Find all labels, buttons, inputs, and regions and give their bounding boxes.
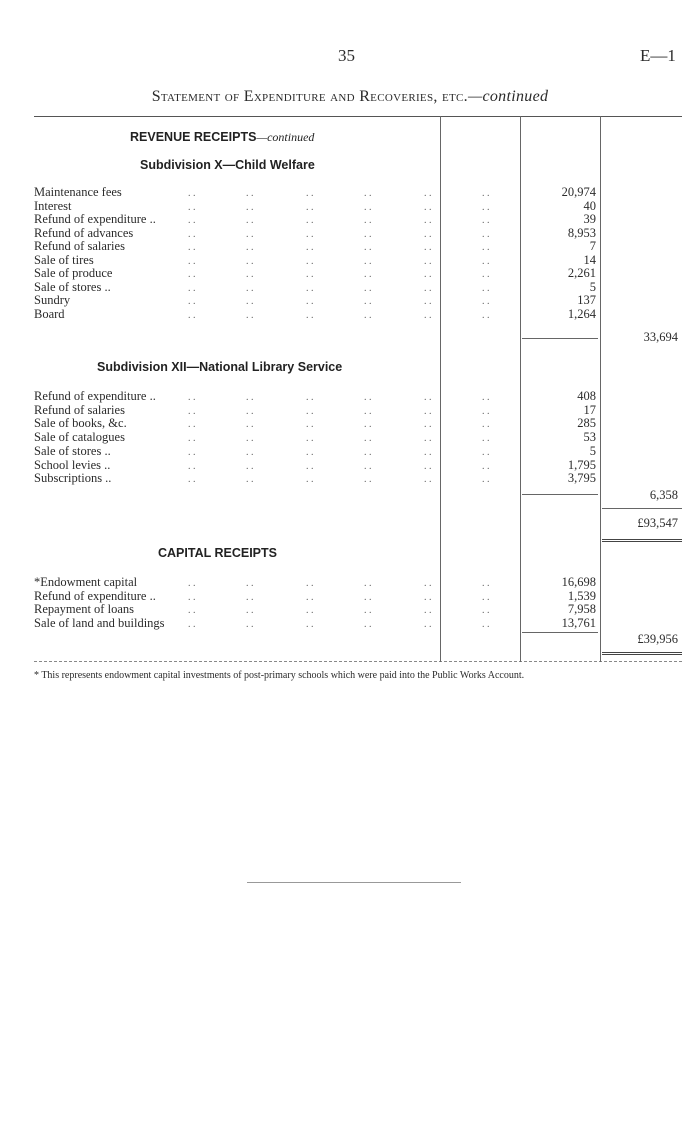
line-item-amount: 7,958 — [567, 602, 596, 616]
leader-dots: . . — [246, 578, 254, 589]
leader-dots: . . — [424, 255, 432, 267]
leader-dots: . . — [364, 618, 372, 630]
line-item-label: Maintenance fees — [34, 185, 122, 199]
leader-dots: . . — [188, 419, 196, 431]
leader-dots: . . — [424, 460, 432, 472]
leader-dots: . . — [364, 591, 372, 603]
line-item — [34, 590, 156, 603]
line-item — [34, 281, 111, 294]
leader-dots: . . — [246, 282, 254, 294]
leader-dots: . . — [364, 242, 372, 253]
leader-dots: . . — [246, 392, 254, 403]
leader-dots: . . — [364, 215, 372, 226]
line-item-amount: 20,974 — [561, 185, 596, 199]
leader-dots: . . — [482, 474, 490, 486]
subdivision-x-total: 33,694 — [643, 330, 678, 344]
leader-dots: . . — [188, 228, 196, 240]
leader-dots: . . — [482, 446, 490, 458]
line-item — [34, 186, 122, 199]
leader-dots: . . — [188, 282, 196, 294]
line-item-amount: 5 — [589, 279, 596, 294]
leader-dots: . . — [188, 446, 196, 458]
leader-dots: . . — [364, 460, 372, 472]
line-item-amount: 2,261 — [567, 266, 596, 280]
leader-dots: . . — [364, 309, 372, 321]
table-top-rule — [34, 116, 682, 117]
subdivision-xii-total: 6,358 — [649, 488, 678, 502]
line-item-label: Refund of expenditure .. — [34, 588, 156, 603]
leader-dots: . . — [424, 433, 432, 445]
line-item-label: Sale of stores .. — [34, 443, 111, 458]
leader-dots: . . — [188, 201, 196, 213]
leader-dots: . . — [364, 201, 372, 213]
leader-dots: . . — [364, 433, 372, 445]
leader-dots: . . — [364, 419, 372, 431]
leader-dots: . . — [482, 460, 490, 472]
leader-dots: . . — [188, 605, 196, 616]
line-item-amount: 1,539 — [567, 588, 596, 603]
line-item — [34, 472, 111, 485]
line-item-label: Refund of advances — [34, 225, 134, 240]
leader-dots: . . — [188, 392, 196, 403]
leader-dots: . . — [306, 446, 314, 458]
leader-dots: . . — [424, 618, 432, 630]
line-item-amount: 1,795 — [567, 457, 596, 472]
subdivision-x-subtotal-rule — [522, 338, 598, 339]
leader-dots: . . — [306, 405, 314, 417]
line-item — [34, 267, 112, 280]
leader-dots: . . — [482, 433, 490, 445]
page-end-rule — [247, 882, 461, 883]
title-suffix: —continued — [467, 88, 549, 105]
page-number: 35 — [338, 46, 355, 65]
leader-dots: . . — [424, 228, 432, 240]
leader-dots: . . — [482, 392, 490, 403]
leader-dots: . . — [188, 460, 196, 472]
leader-dots: . . — [246, 605, 254, 616]
leader-dots: . . — [482, 605, 490, 616]
capital-heading: CAPITAL RECEIPTS — [158, 546, 277, 560]
line-item-amount: 39 — [583, 212, 596, 226]
leader-dots: . . — [306, 618, 314, 630]
line-item-amount: 1,264 — [567, 306, 596, 321]
line-item — [34, 417, 127, 430]
leader-dots: . . — [188, 405, 196, 417]
leader-dots: . . — [482, 591, 490, 603]
line-item — [34, 213, 156, 226]
leader-dots: . . — [306, 228, 314, 240]
line-item-label: *Endowment capital — [34, 575, 138, 589]
leader-dots: . . — [246, 201, 254, 213]
line-item-amount: 137 — [577, 293, 596, 307]
line-item-label: School levies .. — [34, 457, 111, 472]
statement-title — [0, 88, 700, 106]
subdivision-xii-heading: Subdivision XII—National Library Service — [97, 360, 343, 374]
subdivision-x-heading: Subdivision X—Child Welfare — [140, 158, 315, 172]
leader-dots: . . — [306, 296, 314, 307]
leader-dots: . . — [482, 215, 490, 226]
leader-dots: . . — [246, 255, 254, 267]
line-item-label: Subscriptions .. — [34, 471, 112, 486]
leader-dots: . . — [306, 215, 314, 226]
leader-dots: . . — [246, 618, 254, 630]
leader-dots: . . — [482, 242, 490, 253]
leader-dots: . . — [482, 578, 490, 589]
line-item — [34, 459, 110, 472]
leader-dots: . . — [306, 474, 314, 486]
line-item-label: Sale of books, &c. — [34, 416, 127, 431]
leader-dots: . . — [482, 419, 490, 431]
line-item-label: Sale of land and buildings — [34, 615, 165, 630]
leader-dots: . . — [424, 419, 432, 431]
leader-dots: . . — [482, 188, 490, 199]
line-item-label: Interest — [34, 198, 72, 213]
leader-dots: . . — [246, 309, 254, 321]
line-item-amount: 5 — [589, 443, 596, 458]
leader-dots: . . — [188, 474, 196, 486]
line-item-amount: 3,795 — [567, 471, 596, 486]
leader-dots: . . — [188, 591, 196, 603]
line-item — [34, 227, 133, 240]
leader-dots: . . — [188, 255, 196, 267]
leader-dots: . . — [188, 433, 196, 445]
line-item-label: Refund of expenditure .. — [34, 212, 156, 226]
leader-dots: . . — [306, 460, 314, 472]
leader-dots: . . — [188, 578, 196, 589]
line-item-label: Sale of catalogues — [34, 430, 125, 445]
leader-dots: . . — [364, 446, 372, 458]
leader-dots: . . — [364, 392, 372, 403]
leader-dots: . . — [306, 255, 314, 267]
leader-dots: . . — [424, 474, 432, 486]
leader-dots: . . — [188, 188, 196, 199]
leader-dots: . . — [306, 188, 314, 199]
leader-dots: . . — [364, 578, 372, 589]
leader-dots: . . — [482, 228, 490, 240]
leader-dots: . . — [306, 591, 314, 603]
leader-dots: . . — [188, 309, 196, 321]
leader-dots: . . — [246, 474, 254, 486]
subdivision-xii-subtotal-rule — [522, 494, 598, 495]
line-item — [34, 254, 94, 267]
leader-dots: . . — [424, 282, 432, 294]
line-item — [34, 200, 71, 213]
line-item-label: Sale of tires — [34, 252, 94, 267]
leader-dots: . . — [482, 255, 490, 267]
leader-dots: . . — [306, 309, 314, 321]
leader-dots: . . — [364, 474, 372, 486]
leader-dots: . . — [482, 269, 490, 280]
capital-subtotal-rule — [522, 632, 598, 633]
leader-dots: . . — [188, 618, 196, 630]
leader-dots: . . — [246, 433, 254, 445]
leader-dots: . . — [246, 215, 254, 226]
line-item-amount: 408 — [577, 389, 596, 403]
footnote: * This represents endowment capital investments of post-primary schools which were paid into the Public Works Account. — [34, 670, 525, 681]
line-item-label: Refund of expenditure .. — [34, 389, 156, 403]
line-item — [34, 308, 65, 321]
leader-dots: . . — [188, 296, 196, 307]
line-item — [34, 240, 125, 253]
leader-dots: . . — [246, 460, 254, 472]
page-code: E—1 — [640, 46, 676, 65]
leader-dots: . . — [306, 201, 314, 213]
leader-dots: . . — [246, 419, 254, 431]
line-item — [34, 390, 156, 403]
line-item-amount: 13,761 — [561, 615, 596, 630]
leader-dots: . . — [424, 578, 432, 589]
line-item-amount: 53 — [583, 430, 596, 445]
leader-dots: . . — [424, 188, 432, 199]
leader-dots: . . — [424, 591, 432, 603]
leader-dots: . . — [306, 242, 314, 253]
leader-dots: . . — [482, 201, 490, 213]
revenue-heading-main: REVENUE RECEIPTS — [130, 130, 257, 144]
leader-dots: . . — [246, 405, 254, 417]
line-item-label: Board — [34, 306, 65, 321]
line-item-label: Sale of stores .. — [34, 279, 111, 294]
column-rule-3 — [600, 116, 601, 662]
leader-dots: . . — [364, 605, 372, 616]
leader-dots: . . — [188, 242, 196, 253]
leader-dots: . . — [364, 296, 372, 307]
line-item-amount: 14 — [583, 252, 596, 267]
revenue-heading-suffix: —continued — [256, 130, 315, 144]
line-item — [34, 294, 70, 307]
leader-dots: . . — [424, 242, 432, 253]
leader-dots: . . — [424, 392, 432, 403]
title-main: Statement of Expenditure and Recoveries, etc. — [151, 88, 468, 105]
leader-dots: . . — [482, 618, 490, 630]
line-item — [34, 617, 165, 630]
leader-dots: . . — [424, 296, 432, 307]
line-item-amount: 17 — [583, 402, 596, 417]
leader-dots: . . — [364, 188, 372, 199]
leader-dots: . . — [482, 296, 490, 307]
revenue-heading — [130, 130, 314, 145]
revenue-total-double-rule — [602, 539, 682, 542]
capital-total: £39,956 — [637, 632, 678, 646]
leader-dots: . . — [364, 405, 372, 417]
revenue-grand-total: £93,547 — [637, 516, 678, 530]
leader-dots: . . — [246, 228, 254, 240]
leader-dots: . . — [306, 269, 314, 280]
table-bottom-rule — [34, 661, 682, 662]
leader-dots: . . — [246, 188, 254, 199]
leader-dots: . . — [424, 309, 432, 321]
line-item — [34, 445, 111, 458]
leader-dots: . . — [482, 282, 490, 294]
leader-dots: . . — [424, 201, 432, 213]
leader-dots: . . — [188, 215, 196, 226]
line-item — [34, 576, 137, 589]
line-item-label: Sale of produce — [34, 266, 113, 280]
leader-dots: . . — [306, 282, 314, 294]
leader-dots: . . — [424, 605, 432, 616]
leader-dots: . . — [424, 405, 432, 417]
leader-dots: . . — [246, 446, 254, 458]
leader-dots: . . — [424, 446, 432, 458]
line-item-amount: 285 — [577, 416, 596, 431]
leader-dots: . . — [364, 282, 372, 294]
leader-dots: . . — [246, 296, 254, 307]
line-item-label: Refund of salaries — [34, 239, 125, 253]
leader-dots: . . — [482, 405, 490, 417]
line-item-label: Repayment of loans — [34, 602, 134, 616]
leader-dots: . . — [188, 269, 196, 280]
leader-dots: . . — [364, 228, 372, 240]
leader-dots: . . — [306, 578, 314, 589]
leader-dots: . . — [246, 242, 254, 253]
line-item-amount: 40 — [583, 198, 596, 213]
column-rule-1 — [440, 116, 441, 662]
leader-dots: . . — [424, 269, 432, 280]
line-item — [34, 404, 125, 417]
line-item-label: Sundry — [34, 293, 71, 307]
line-item-label: Refund of salaries — [34, 402, 125, 417]
leader-dots: . . — [306, 392, 314, 403]
leader-dots: . . — [364, 255, 372, 267]
capital-total-double-rule — [602, 652, 682, 655]
line-item-amount: 8,953 — [567, 225, 596, 240]
leader-dots: . . — [246, 269, 254, 280]
revenue-total-rule — [602, 508, 682, 509]
leader-dots: . . — [482, 309, 490, 321]
line-item-amount: 7 — [589, 239, 596, 253]
leader-dots: . . — [424, 215, 432, 226]
line-item — [34, 431, 125, 444]
line-item — [34, 603, 134, 616]
leader-dots: . . — [306, 419, 314, 431]
leader-dots: . . — [306, 605, 314, 616]
leader-dots: . . — [246, 591, 254, 603]
line-item-amount: 16,698 — [561, 575, 596, 589]
leader-dots: . . — [364, 269, 372, 280]
leader-dots: . . — [306, 433, 314, 445]
